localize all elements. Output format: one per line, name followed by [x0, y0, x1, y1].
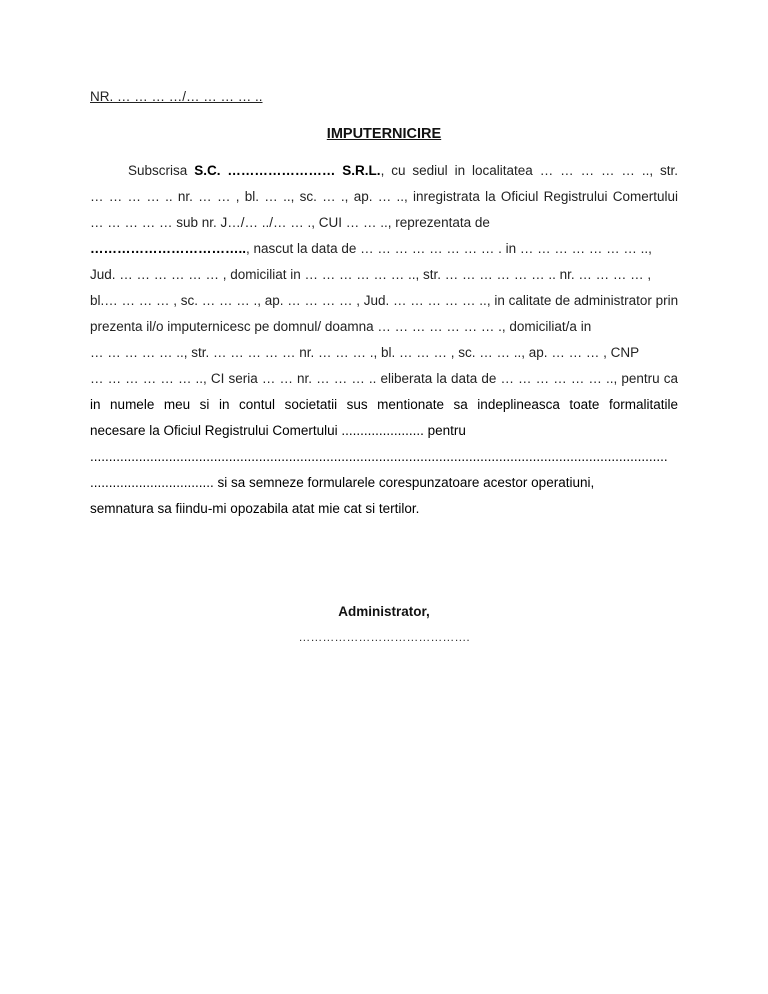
company-name-field: S.C. …………………… S.R.L. [194, 163, 381, 178]
paragraph-line-11: necesare la Oficiul Registrului Comertului ...................... pentru [90, 423, 466, 438]
paragraph-line-12: .......................................................................................................................................................... [90, 449, 668, 464]
paragraph-line-5: Jud. … … … … … … , domiciliat in … … … … … … .., str. … … … … … … .. nr. … … … … , [90, 267, 652, 282]
paragraph-line-13: ................................. si sa semneze formularele corespunzatoare acestor operatiuni, [90, 475, 595, 490]
document-title: IMPUTERNICIRE [326, 126, 442, 142]
signature-label: Administrator, [338, 604, 430, 619]
birth-text: , nascut la data de … … … … … … … … . in … … … … … … … .., [246, 241, 652, 256]
paragraph-line-6: bl.… … … … , sc. … … … ., ap. … … … … , Jud. … … … … … .., in calitate de administrator prin [90, 293, 678, 308]
representative-name-field: …………………………….. [90, 241, 247, 256]
paragraph-line-3: … … … … … sub nr. J…/… ../… … ., CUI … … .., reprezentata de [90, 215, 490, 230]
paragraph-line-7: prezenta il/o imputernicesc pe domnul/ doamna … … … … … … … ., domiciliat/a in [90, 319, 592, 334]
paragraph-line-8: … … … … … .., str. … … … … … nr. … … … ., bl. … … … , sc. … … .., ap. … … … , CNP [90, 345, 640, 360]
document-number: NR. … … … …/… … … … .. [90, 89, 263, 104]
paragraph-line-14: semnatura sa fiindu-mi opozabila atat mie cat si tertilor. [90, 501, 420, 516]
intro-text: Subscrisa [128, 163, 195, 178]
paragraph-line-9: … … … … … … .., CI seria … … nr. … … … .. eliberata la data de … … … … … … .., pentru ca [90, 371, 678, 386]
paragraph-line-10: in numele meu si in contul societatii sus mentionate sa indeplineasca toate formalitatile [90, 397, 678, 412]
intro-text-cont: , cu sediul in localitatea … … … … … .., str. [380, 163, 678, 178]
paragraph-line-2: … … … … .. nr. … … , bl. … .., sc. … ., ap. … .., inregistrata la Oficiul Registrului Comertului [90, 189, 678, 204]
signature-line: ……………………………………. [298, 630, 470, 644]
paragraph-line-4 [90, 240, 678, 258]
paragraph-line-1 [90, 162, 678, 180]
